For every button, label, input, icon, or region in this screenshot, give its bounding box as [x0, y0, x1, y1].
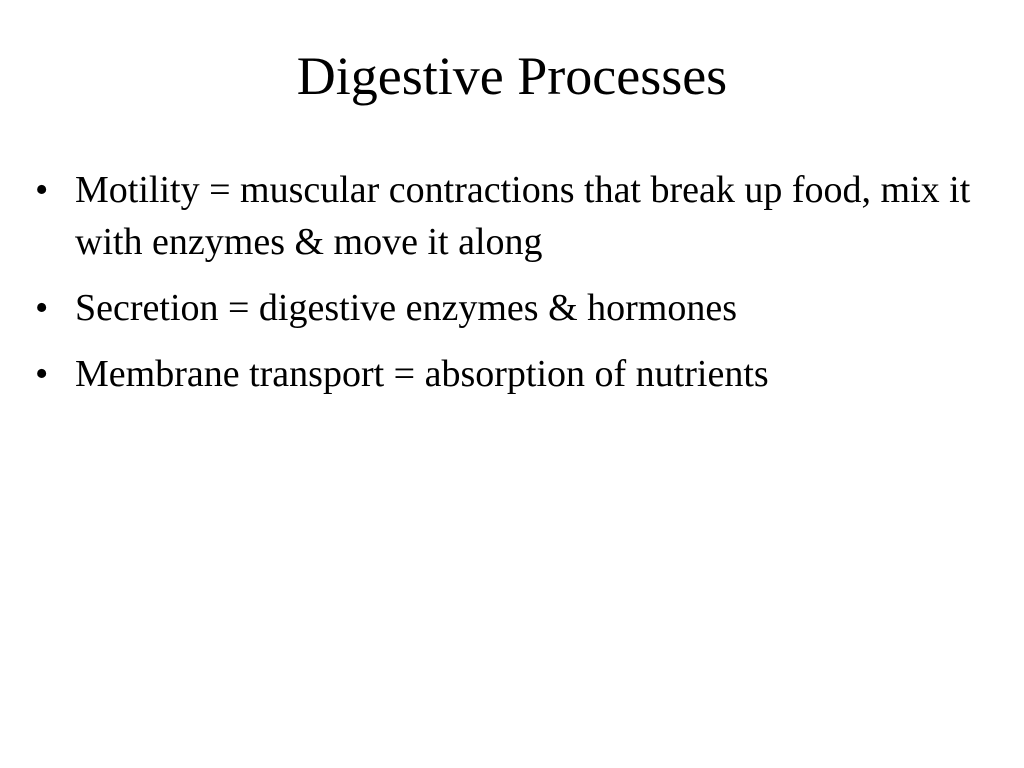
bullet-text-membrane-transport: Membrane transport = absorption of nutrients [75, 353, 769, 395]
bullet-icon: • [35, 169, 49, 211]
bullet-icon: • [35, 353, 49, 395]
bullet-item-motility [35, 164, 975, 268]
bullet-text-motility: Motility = muscular contractions that break up food, mix it with enzymes & move it along [75, 169, 971, 263]
slide-title: Digestive Processes [296, 46, 728, 106]
bullet-list [35, 164, 975, 414]
bullet-icon: • [35, 287, 49, 329]
bullet-item-membrane-transport [35, 348, 975, 400]
bullet-item-secretion [35, 282, 975, 334]
bullet-text-secretion: Secretion = digestive enzymes & hormones [75, 287, 737, 329]
